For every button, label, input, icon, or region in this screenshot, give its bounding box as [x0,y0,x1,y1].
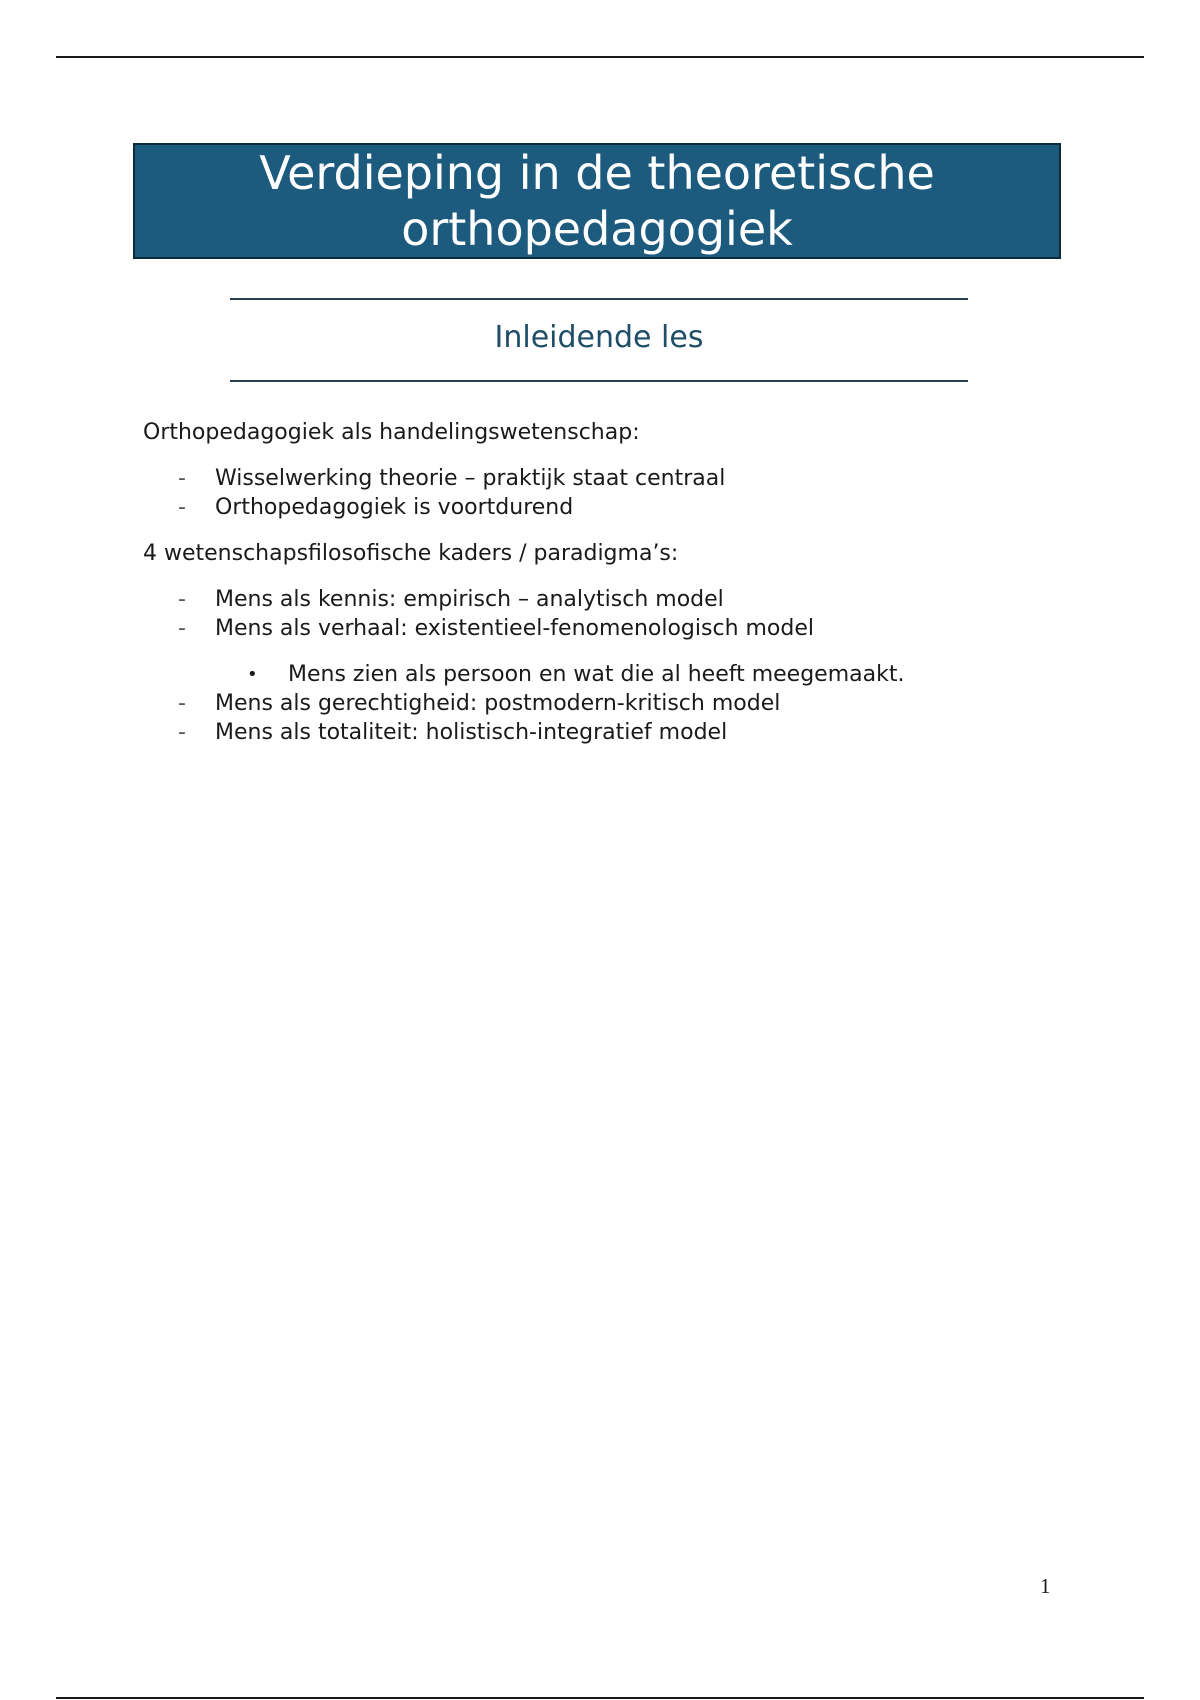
section-heading-2: 4 wetenschapsfilosofische kaders / paradigma’s: [143,541,679,566]
page-number: 1 [1040,1574,1051,1598]
list-item-text: Mens als kennis: empirisch – analytisch model [215,587,724,612]
list-item [143,614,1043,643]
list-item [143,718,1043,747]
section-2-list-continued [143,689,1043,747]
dash-marker: - [178,587,186,612]
subtitle-top-rule [230,298,968,300]
title-line-1: Verdieping in de theoretische [259,146,935,200]
dash-marker: - [178,720,186,745]
bullet-marker: • [247,664,258,685]
section-1-list [143,464,1043,522]
page-top-rule [56,56,1144,58]
title-banner [133,143,1061,259]
list-item-text: Orthopedagogiek is voortdurend [215,495,574,520]
title-line-2: orthopedagogiek [401,202,793,256]
section-2-list [143,585,1043,643]
list-item-text: Wisselwerking theorie – praktijk staat centraal [215,466,726,491]
sublist-item-text: Mens zien als persoon en wat die al heeft meegemaakt. [288,662,905,687]
dash-marker: - [178,616,186,641]
list-item [143,493,1043,522]
section-heading-1: Orthopedagogiek als handelingswetenschap: [143,420,640,445]
dash-marker: - [178,691,186,716]
dash-marker: - [178,495,186,520]
section-2-sublist [143,660,1043,689]
sublist-item [143,660,1043,689]
list-item-text: Mens als gerechtigheid: postmodern-kritisch model [215,691,781,716]
list-item-text: Mens als totaliteit: holistisch-integratief model [215,720,728,745]
list-item [143,464,1043,493]
list-item [143,689,1043,718]
page-bottom-rule [56,1697,1144,1699]
list-item [143,585,1043,614]
list-item-text: Mens als verhaal: existentieel-fenomenologisch model [215,616,815,641]
dash-marker: - [178,466,186,491]
subtitle: Inleidende les [494,320,704,355]
subtitle-bottom-rule [230,380,968,382]
document-body [143,418,1043,764]
